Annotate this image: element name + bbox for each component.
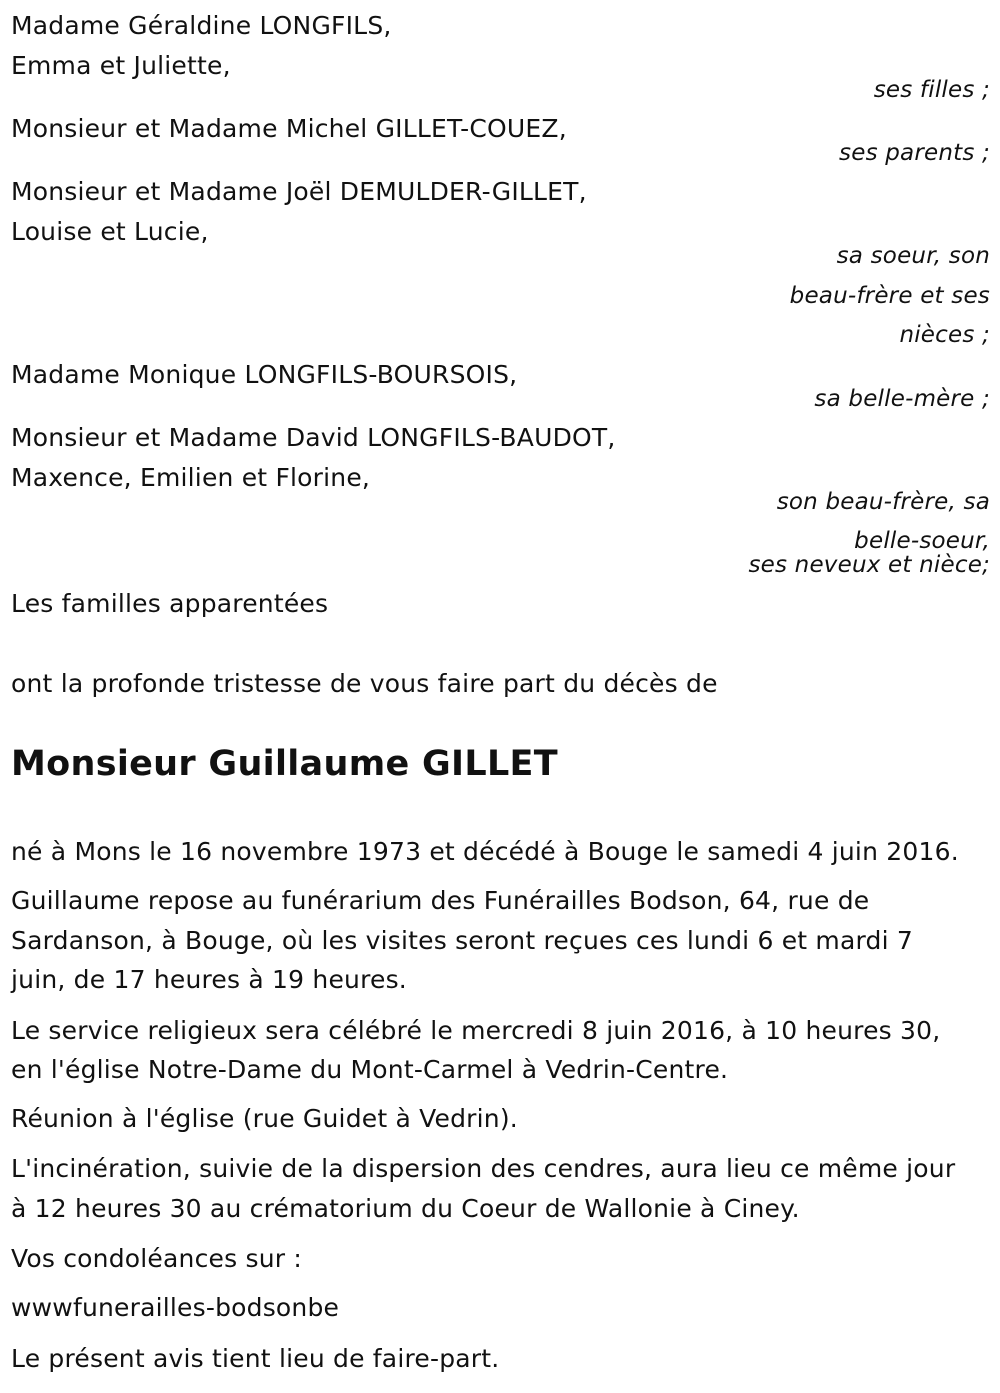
- cremation-text: L'incinération, suivie de la dispersion des cendres, aura lieu ce même jour: [11, 1154, 956, 1183]
- family-relation: ses filles ;: [873, 77, 990, 103]
- cremation-text: à 12 heures 30 au crématorium du Coeur de Wallonie à Ciney.: [11, 1194, 800, 1223]
- family-relation: nièces ;: [899, 322, 990, 348]
- rest-text: Sardanson, à Bouge, où les visites seront reçues ces lundi 6 et mardi 7: [11, 926, 914, 955]
- service-text: en l'église Notre-Dame du Mont-Carmel à Vedrin-Centre.: [11, 1055, 729, 1084]
- family-line: Maxence, Emilien et Florine,: [11, 463, 371, 492]
- family-line: Monsieur et Madame Michel GILLET-COUEZ,: [11, 114, 567, 143]
- family-relation: sa belle-mère ;: [814, 386, 990, 412]
- family-line: Monsieur et Madame David LONGFILS-BAUDOT,: [11, 423, 616, 452]
- family-relation: ses parents ;: [839, 140, 990, 166]
- family-relation: ses neveux et nièce;: [748, 552, 990, 578]
- family-line: Les familles apparentées: [11, 589, 329, 618]
- birth-death-text: né à Mons le 16 novembre 1973 et décédé à Bouge le samedi 4 juin 2016.: [11, 837, 959, 866]
- notice-text: Le présent avis tient lieu de faire-part.: [11, 1344, 500, 1373]
- family-line: Monsieur et Madame Joël DEMULDER-GILLET,: [11, 177, 587, 206]
- service-text: Le service religieux sera célébré le mercredi 8 juin 2016, à 10 heures 30,: [11, 1016, 941, 1045]
- rest-text: Guillaume repose au funérarium des Funérailles Bodson, 64, rue de: [11, 886, 870, 915]
- announcement-text: ont la profonde tristesse de vous faire part du décès de: [11, 669, 718, 698]
- family-line: Madame Géraldine LONGFILS,: [11, 11, 392, 40]
- family-relation: belle-soeur,: [854, 528, 990, 554]
- family-line: Louise et Lucie,: [11, 217, 209, 246]
- family-relation: beau-frère et ses: [789, 283, 990, 309]
- condolences-text: Vos condoléances sur :: [11, 1244, 302, 1273]
- family-line: Emma et Juliette,: [11, 51, 231, 80]
- rest-text: juin, de 17 heures à 19 heures.: [11, 965, 407, 994]
- family-line: Madame Monique LONGFILS-BOURSOIS,: [11, 360, 518, 389]
- deceased-name: Monsieur Guillaume GILLET: [11, 744, 558, 784]
- family-relation: son beau-frère, sa: [776, 489, 990, 515]
- meeting-text: Réunion à l'église (rue Guidet à Vedrin).: [11, 1104, 518, 1133]
- family-relation: sa soeur, son: [836, 243, 990, 269]
- website-link[interactable]: wwwfunerailles-bodsonbe: [11, 1293, 340, 1322]
